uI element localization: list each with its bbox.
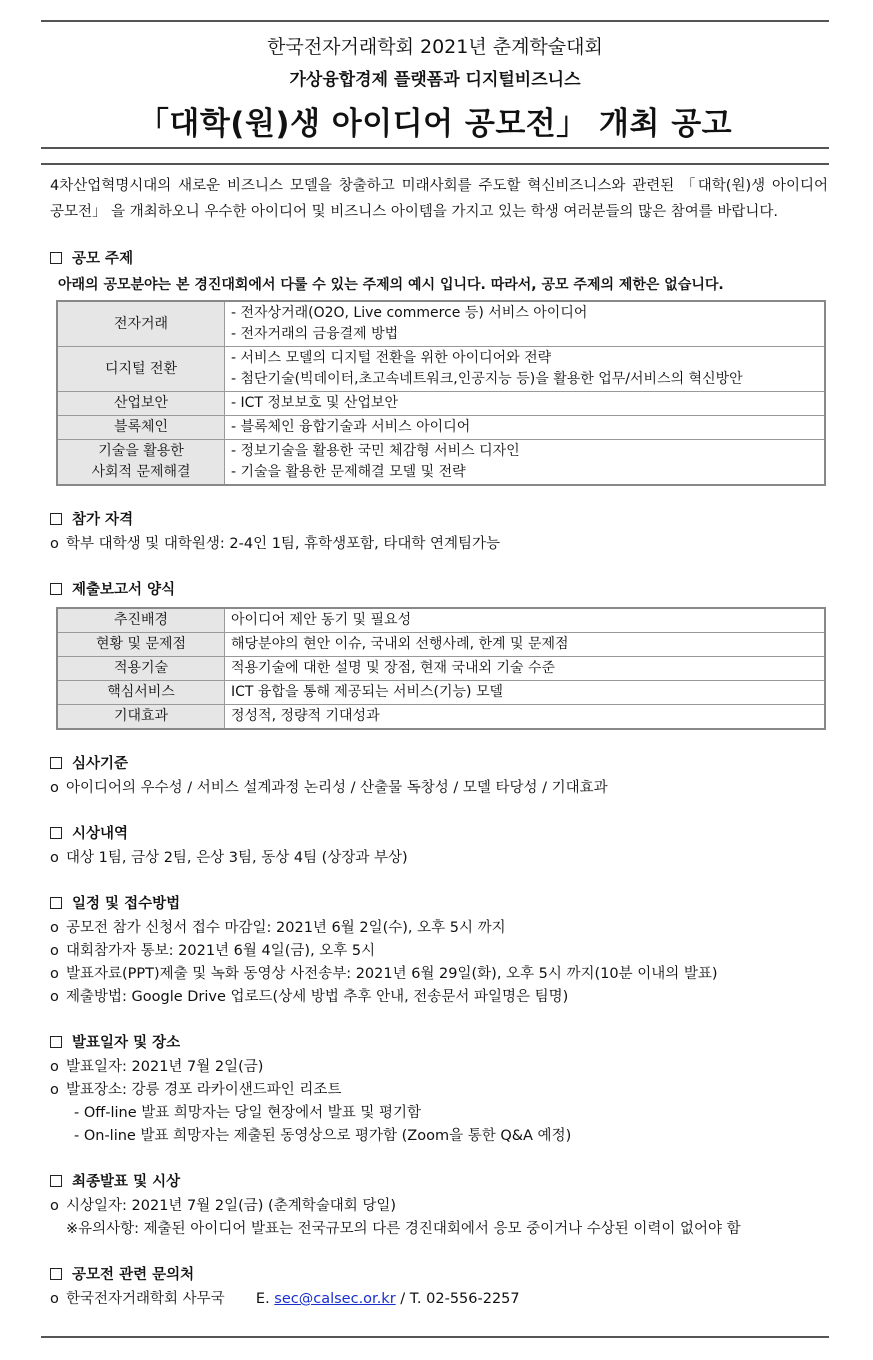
checkbox-square-icon (50, 583, 62, 595)
table-row (57, 440, 825, 486)
sub-list-item: - Off-line 발표 희망자는 당일 현장에서 발표 및 평기함 (74, 1105, 422, 1121)
checkbox-square-icon (50, 897, 62, 909)
list-item: o 발표장소: 강릉 경포 라카이샌드파인 리조트 (50, 1079, 828, 1102)
table-row (57, 392, 825, 416)
section-final (50, 1170, 828, 1241)
section-presentation (50, 1031, 828, 1148)
section-title: 공모 주제 (50, 247, 828, 268)
section-awards (50, 822, 828, 870)
list-item (50, 1288, 828, 1311)
section-title: 심사기준 (50, 752, 828, 773)
section-title: 최종발표 및 시상 (50, 1170, 828, 1191)
bottom-rule (41, 1336, 829, 1338)
topic-detail: - 블록체인 융합기술과 서비스 아이디어 (225, 416, 826, 440)
table-row: 현황 및 문제점 해당분야의 현안 이슈, 국내외 선행사례, 한계 및 문제점 (57, 633, 825, 657)
table-row: 적용기술 적용기술에 대한 설명 및 장점, 현재 국내외 기술 수준 (57, 657, 825, 681)
table-row (57, 347, 825, 392)
bullet-icon: o (50, 850, 59, 866)
bullet-icon: o (50, 1198, 59, 1214)
bullet-icon: o (50, 920, 59, 936)
section-title: 일정 및 접수방법 (50, 892, 828, 913)
contact-org: 한국전자거래학회 사무국 (66, 1291, 225, 1307)
bullet-icon: o (50, 1082, 59, 1098)
topic-head: 기술을 활용한 사회적 문제해결 (57, 440, 225, 486)
list-item: o 대회참가자 통보: 2021년 6월 4일(금), 오후 5시 (50, 940, 828, 963)
section-contact (50, 1263, 828, 1311)
section-report (50, 578, 828, 730)
section-eligibility (50, 508, 828, 556)
bullet-icon: o (50, 536, 59, 552)
table-row (57, 301, 825, 347)
header-rule (41, 147, 829, 149)
contact-phone: / T. 02-556-2257 (400, 1291, 520, 1307)
checkbox-square-icon (50, 1175, 62, 1187)
section-schedule (50, 892, 828, 1009)
checkbox-square-icon (50, 1268, 62, 1280)
checkbox-square-icon (50, 252, 62, 264)
list-item: o 발표일자: 2021년 7월 2일(금) (50, 1056, 828, 1079)
intro-paragraph: 4차산업혁명시대의 새로운 비즈니스 모델을 창출하고 미래사회를 주도할 혁신비즈니스와 관련된 「대학(원)생 아이디어 공모전」 을 개최하오니 우수한 아이디어 및 비즈니스 아이템을 가지고 있는 학생 여러분들의 많은 참여를 바랍니다. (50, 178, 828, 220)
checkbox-square-icon (50, 1036, 62, 1048)
section-title: 참가 자격 (50, 508, 828, 529)
section-criteria (50, 752, 828, 800)
bullet-icon: o (50, 1059, 59, 1075)
bullet-icon: o (50, 780, 59, 796)
topic-head: 전자거래 (57, 301, 225, 347)
topic-detail: - 정보기술을 활용한 국민 체감형 서비스 디자인 - 기술을 활용한 문제해결 모델 및 전략 (225, 440, 826, 486)
topic-detail: - 전자상거래(O2O, Live commerce 등) 서비스 아이디어 - 전자거래의 금융결제 방법 (225, 301, 826, 347)
table-row: 기대효과 정성적, 정량적 기대성과 (57, 705, 825, 730)
table-row: 핵심서비스 ICT 융합을 통해 제공되는 서비스(기능) 모델 (57, 681, 825, 705)
checkbox-square-icon (50, 757, 62, 769)
list-item: o 제출방법: Google Drive 업로드(상세 방법 추후 안내, 전송문서 파일명은 팀명) (50, 986, 828, 1009)
section-title: 제출보고서 양식 (50, 578, 828, 599)
report-table (56, 607, 826, 730)
list-item: o 아이디어의 우수성 / 서비스 설계과정 논리성 / 산출물 독창성 / 모델 타당성 / 기대효과 (50, 777, 828, 800)
sub-list-item: - On-line 발표 희망자는 제출된 동영상으로 평가함 (Zoom을 통한 Q&A 예정) (74, 1128, 572, 1144)
top-rule (41, 20, 829, 22)
list-item: o 발표자료(PPT)제출 및 녹화 동영상 사전송부: 2021년 6월 29일(화), 오후 5시 까지(10분 이내의 발표) (50, 963, 828, 986)
topic-head: 산업보안 (57, 392, 225, 416)
notice-body (50, 170, 828, 1311)
topic-head: 디지털 전환 (57, 347, 225, 392)
notice-header (41, 28, 829, 143)
notice-title: 「대학(원)생 아이디어 공모전」 개최 공고 (137, 106, 733, 142)
checkbox-square-icon (50, 513, 62, 525)
list-item: o 학부 대학생 및 대학원생: 2-4인 1팀, 휴학생포함, 타대학 연계팀가능 (50, 533, 828, 556)
section-topics (50, 247, 828, 486)
list-item: o 공모전 참가 신청서 접수 마감일: 2021년 6월 2일(수), 오후 5시 까지 (50, 917, 828, 940)
conference-name: 한국전자거래학회 2021년 춘계학술대회 (267, 36, 603, 58)
bullet-icon: o (50, 943, 59, 959)
table-row (57, 416, 825, 440)
caution-note: ※유의사항: 제출된 아이디어 발표는 전국규모의 다른 경진대회에서 응모 중이거나 수상된 이력이 없어야 함 (66, 1221, 741, 1237)
email-link[interactable]: sec@calsec.or.kr (274, 1291, 396, 1307)
topic-detail: - ICT 정보보호 및 산업보안 (225, 392, 826, 416)
conference-theme: 가상융합경제 플랫폼과 디지털비즈니스 (289, 70, 581, 90)
section-title: 공모전 관련 문의처 (50, 1263, 828, 1284)
table-row: 추진배경 아이디어 제안 동기 및 필요성 (57, 608, 825, 633)
email-label: E. (255, 1291, 270, 1307)
bullet-icon: o (50, 966, 59, 982)
section-title: 시상내역 (50, 822, 828, 843)
checkbox-square-icon (50, 827, 62, 839)
topic-head: 블록체인 (57, 416, 225, 440)
bullet-icon: o (50, 1291, 59, 1307)
topic-detail: - 서비스 모델의 디지털 전환을 위한 아이디어와 전략 - 첨단기술(빅데이터,초고속네트워크,인공지능 등)을 활용한 업무/서비스의 혁신방안 (225, 347, 826, 392)
bullet-icon: o (50, 989, 59, 1005)
header-rule-2 (41, 163, 829, 165)
list-item: o 대상 1팀, 금상 2팀, 은상 3팀, 동상 4팀 (상장과 부상) (50, 847, 828, 870)
section-title: 발표일자 및 장소 (50, 1031, 828, 1052)
topics-note: 아래의 공모분야는 본 경진대회에서 다룰 수 있는 주제의 예시 입니다. 따라서, 공모 주제의 제한은 없습니다. (58, 277, 724, 293)
list-item: o 시상일자: 2021년 7월 2일(금) (춘계학술대회 당일) (50, 1195, 828, 1218)
topics-table (56, 300, 826, 486)
